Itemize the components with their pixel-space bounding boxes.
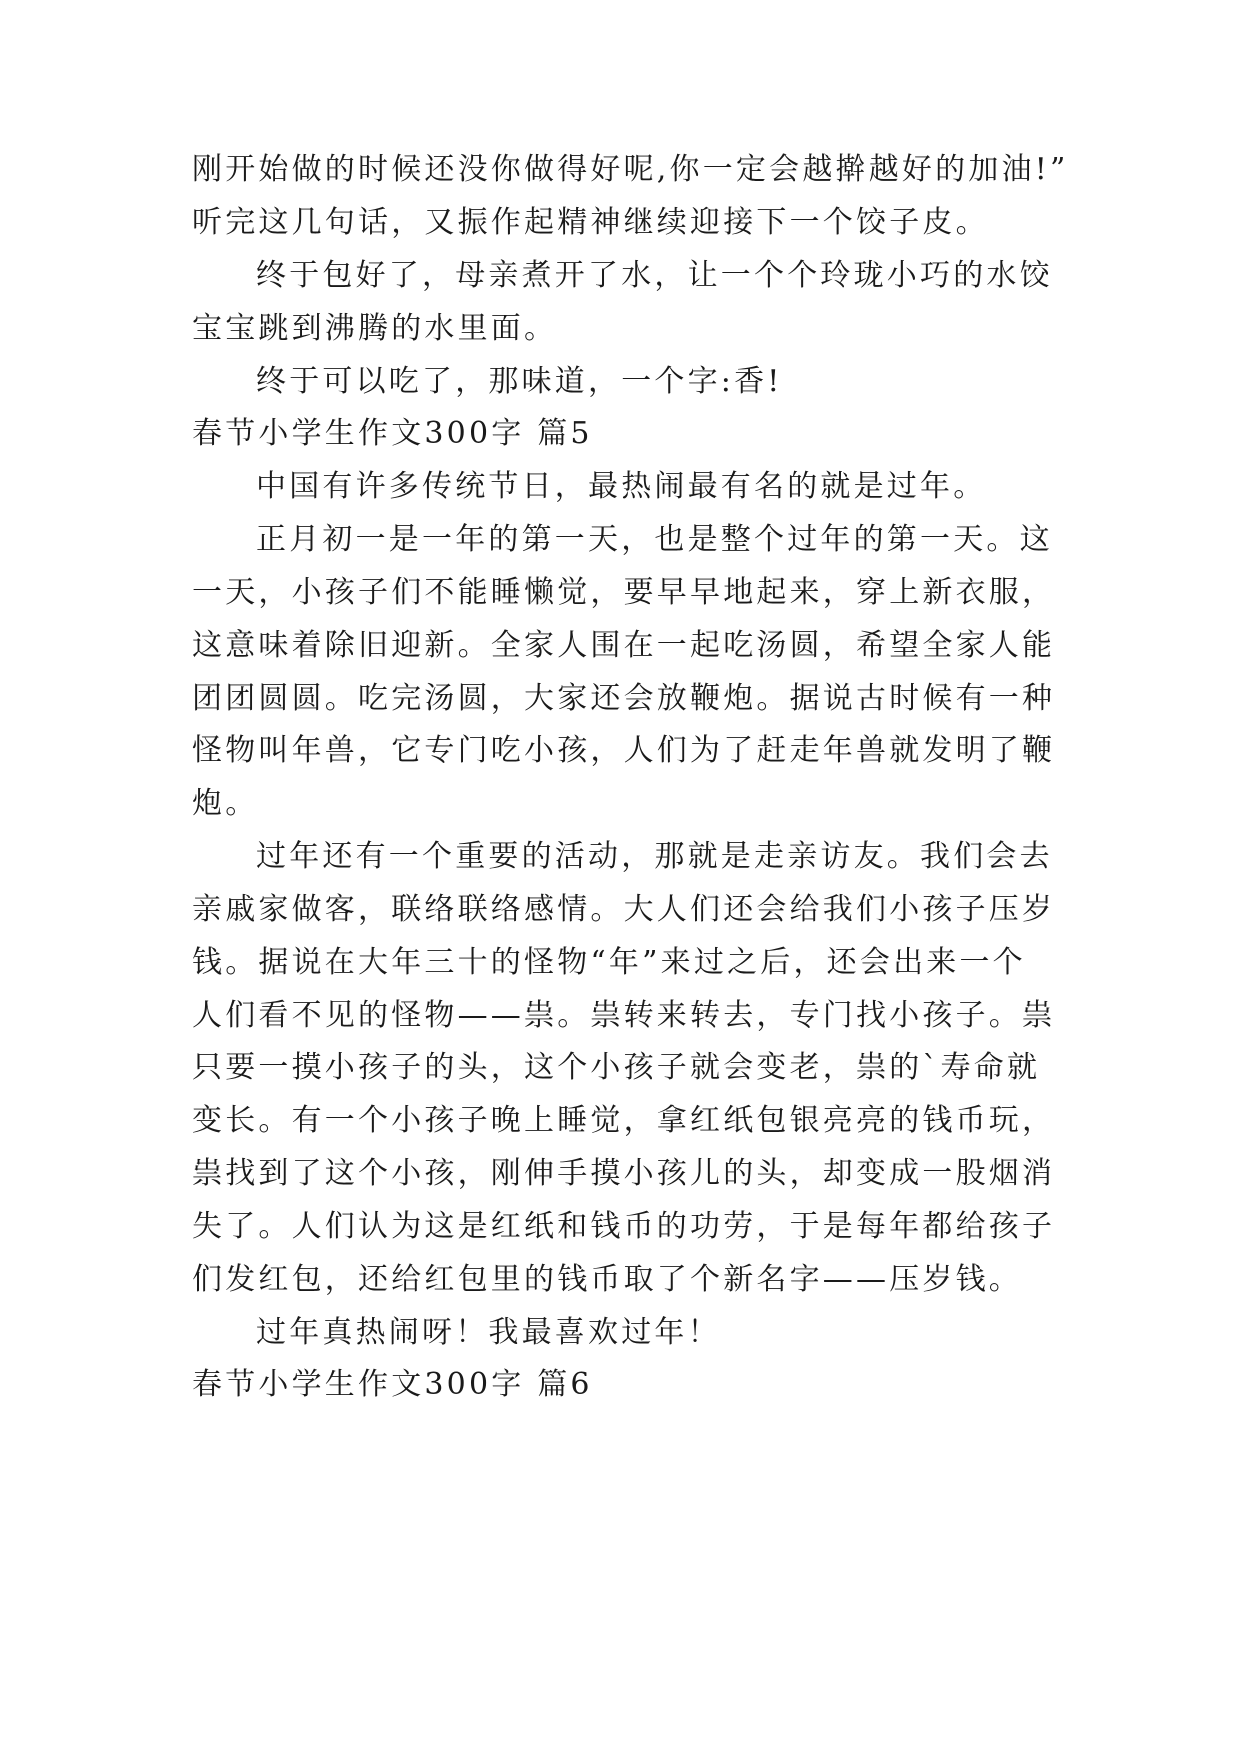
text-line: 只要一摸小孩子的头，这个小孩子就会变老，祟的`寿命就 (192, 1050, 1041, 1085)
text-line: 过年真热闹呀！我最喜欢过年！ (256, 1315, 721, 1350)
text-line: 宝宝跳到沸腾的水里面。 (192, 311, 558, 346)
text-line: 刚开始做的时候还没你做得好呢,你一定会越擀越好的加油!” (192, 152, 1069, 187)
text-line: 听完这几句话，又振作起精神继续迎接下一个饺子皮。 (192, 205, 989, 240)
text-line: 一天，小孩子们不能睡懒觉，要早早地起来，穿上新衣服， (192, 575, 1056, 610)
text-line: 们发红包，还给红包里的钱币取了个新名字——压岁钱。 (192, 1262, 1022, 1297)
text-line: 怪物叫年兽，它专门吃小孩，人们为了赶走年兽就发明了鞭 (192, 733, 1056, 768)
text-line: 人们看不见的怪物——祟。祟转来转去，专门找小孩子。祟 (192, 998, 1056, 1033)
section-heading: 春节小学生作文300字 篇6 (192, 1367, 593, 1402)
text-line: 失了。人们认为这是红纸和钱币的功劳，于是每年都给孩子 (192, 1209, 1056, 1244)
text-line: 中国有许多传统节日，最热闹最有名的就是过年。 (256, 469, 987, 504)
text-line: 过年还有一个重要的活动，那就是走亲访友。我们会去 (256, 839, 1053, 874)
text-line: 这意味着除旧迎新。全家人围在一起吃汤圆，希望全家人能 (192, 628, 1056, 663)
text-line: 正月初一是一年的第一天，也是整个过年的第一天。这 (256, 522, 1053, 557)
section-heading: 春节小学生作文300字 篇5 (192, 416, 593, 451)
text-line: 亲戚家做客，联络联络感情。大人们还会给我们小孩子压岁 (192, 892, 1056, 927)
text-line: 变长。有一个小孩子晚上睡觉，拿红纸包银亮亮的钱币玩， (192, 1103, 1056, 1138)
text-line: 终于包好了，母亲煮开了水，让一个个玲珑小巧的水饺 (256, 258, 1053, 293)
text-line: 祟找到了这个小孩，刚伸手摸小孩儿的头，却变成一股烟消 (192, 1156, 1056, 1191)
text-line: 团团圆圆。吃完汤圆，大家还会放鞭炮。据说古时候有一种 (192, 681, 1056, 716)
text-line: 钱。据说在大年三十的怪物“年”来过之后，还会出来一个 (192, 945, 1026, 980)
text-line: 炮。 (192, 786, 259, 821)
text-line: 终于可以吃了，那味道，一个字:香! (256, 364, 783, 399)
